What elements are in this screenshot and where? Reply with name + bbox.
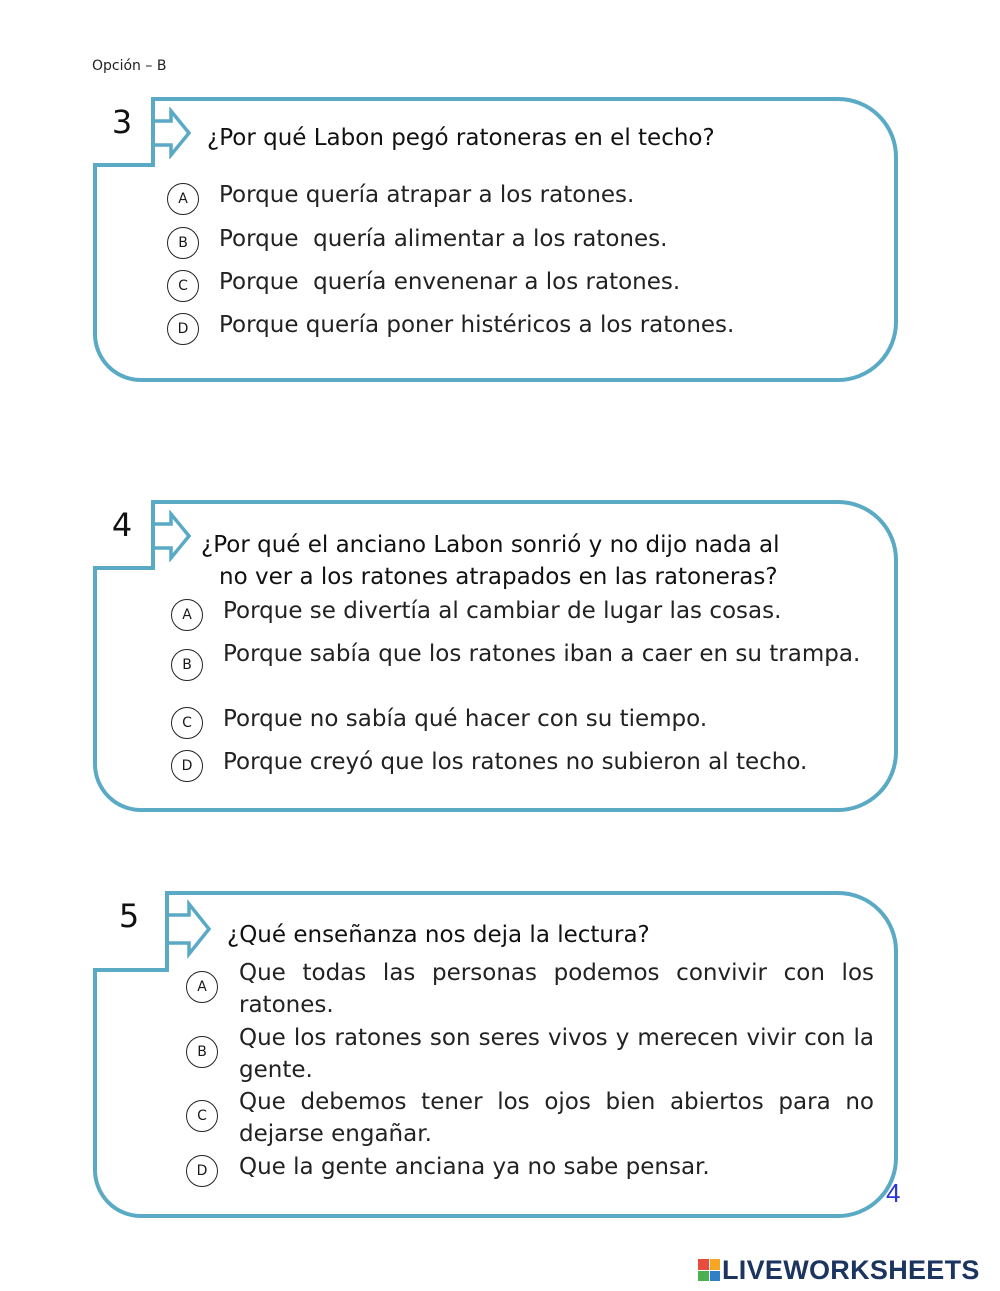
- option-text: Porque quería atrapar a los ratones.: [219, 182, 635, 208]
- option-text: Porque quería envenenar a los ratones.: [219, 269, 681, 295]
- liveworksheets-logo-icon: [698, 1259, 720, 1281]
- arrow-right-icon: [153, 510, 193, 562]
- brand-footer[interactable]: [698, 1256, 980, 1284]
- option-text: Porque quería alimentar a los ratones.: [219, 226, 668, 252]
- question-card-3: [93, 97, 898, 382]
- option-d[interactable]: [167, 309, 734, 345]
- option-circle[interactable]: A: [186, 971, 218, 1003]
- arrow-right-icon: [167, 899, 213, 959]
- option-c[interactable]: [171, 703, 707, 739]
- option-circle[interactable]: B: [167, 227, 199, 259]
- option-circle[interactable]: C: [171, 707, 203, 739]
- option-b[interactable]: [186, 1022, 874, 1086]
- option-a[interactable]: [167, 179, 634, 215]
- question-number: 5: [93, 891, 169, 972]
- option-text: Que la gente anciana ya no sabe pensar.: [239, 1154, 710, 1180]
- option-label: Opción – B: [92, 58, 167, 74]
- option-b[interactable]: [171, 638, 876, 681]
- option-circle[interactable]: A: [171, 599, 203, 631]
- question-text-line-2: no ver a los ratones atrapados en las ratoneras?: [219, 564, 778, 590]
- option-text: Que los ratones son seres vivos y merecen vivir con la gente.: [239, 1025, 874, 1083]
- option-circle[interactable]: D: [167, 313, 199, 345]
- option-circle[interactable]: A: [167, 183, 199, 215]
- question-card-5: [93, 891, 901, 1218]
- question-text: ¿Qué enseñanza nos deja la lectura?: [227, 922, 650, 948]
- question-number: 4: [93, 500, 155, 570]
- option-circle[interactable]: D: [171, 750, 203, 782]
- question-text-line-1: ¿Por qué el anciano Labon sonrió y no dijo nada al: [201, 532, 780, 558]
- option-b[interactable]: [167, 223, 667, 259]
- option-text: Que todas las personas podemos convivir con los ratones.: [239, 960, 874, 1018]
- option-circle[interactable]: D: [186, 1155, 218, 1187]
- option-circle[interactable]: C: [167, 270, 199, 302]
- option-circle[interactable]: B: [186, 1036, 218, 1068]
- option-a[interactable]: [171, 595, 781, 631]
- option-d[interactable]: [171, 746, 807, 782]
- question-card-4: [93, 500, 898, 812]
- option-a[interactable]: [186, 957, 874, 1021]
- page-number: 4: [886, 1178, 901, 1208]
- option-c[interactable]: [167, 266, 680, 302]
- option-circle[interactable]: B: [171, 649, 203, 681]
- option-text: Porque no sabía qué hacer con su tiempo.: [223, 706, 708, 732]
- question-text: ¿Por qué Labon pegó ratoneras en el techo?: [207, 125, 715, 151]
- arrow-right-icon: [153, 107, 193, 159]
- option-circle[interactable]: C: [186, 1100, 218, 1132]
- option-text: Porque quería poner histéricos a los ratones.: [219, 312, 735, 338]
- brand-name: LIVEWORKSHEETS: [722, 1254, 980, 1285]
- question-number: 3: [93, 97, 155, 167]
- option-d[interactable]: [186, 1151, 710, 1187]
- option-text: Que debemos tener los ojos bien abiertos para no dejarse engañar.: [239, 1089, 874, 1147]
- option-text: Porque creyó que los ratones no subieron al techo.: [223, 749, 808, 775]
- option-text: Porque sabía que los ratones iban a caer en su trampa.: [223, 641, 861, 667]
- option-c[interactable]: [186, 1086, 874, 1150]
- option-text: Porque se divertía al cambiar de lugar las cosas.: [223, 598, 782, 624]
